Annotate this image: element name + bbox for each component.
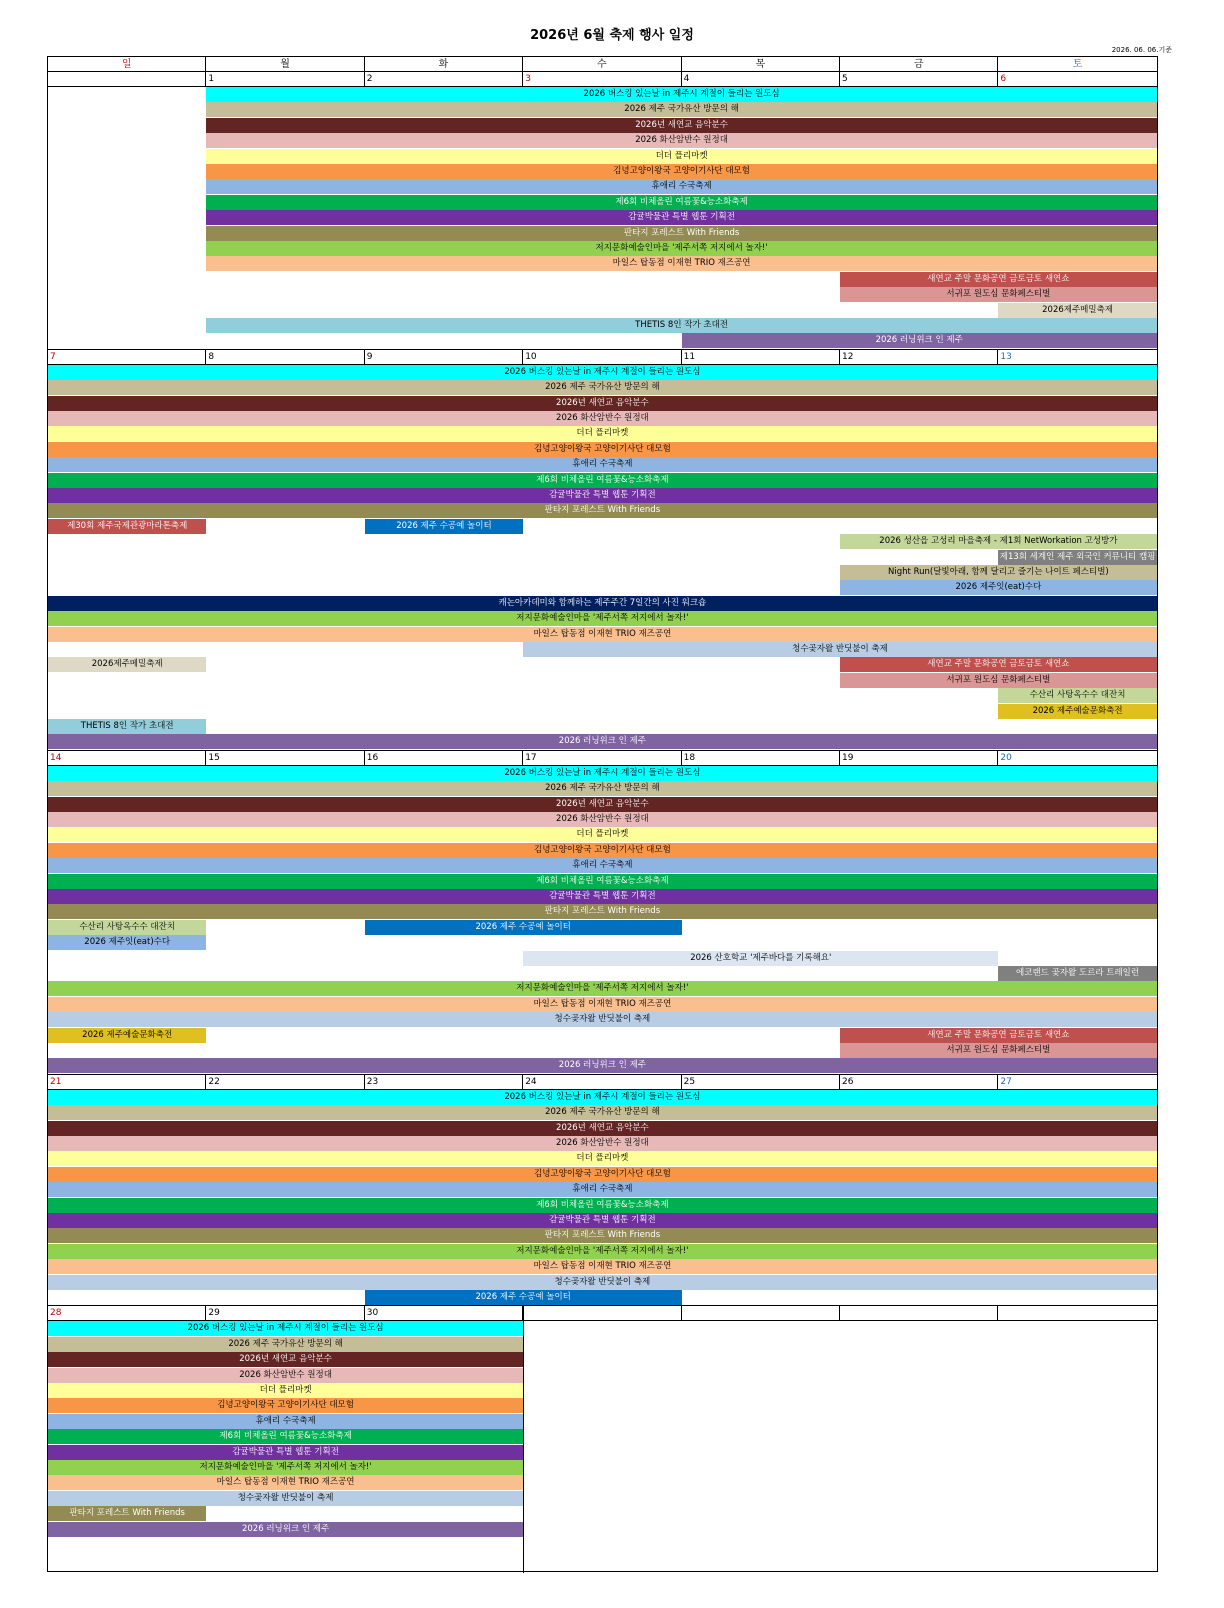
day-number-cell: 27 <box>998 1075 1156 1090</box>
event-bar[interactable]: 2026년 새연교 음악분수 <box>48 396 1157 411</box>
event-bar[interactable]: 2026 제주잇(eat)수다 <box>840 580 1157 595</box>
day-number-cell: 26 <box>840 1075 998 1090</box>
event-bar[interactable]: 수산리 사탕옥수수 대잔치 <box>998 688 1156 703</box>
event-bar[interactable]: 2026 화산암반수 원정대 <box>48 1368 523 1383</box>
event-bar[interactable]: 김녕고양이왕국 고양이기사단 대모험 <box>48 1398 523 1413</box>
event-bar[interactable]: 2026 제주 수공예 놀이터 <box>365 1290 682 1305</box>
page-title: 2026년 6월 축제 행사 일정 <box>530 28 694 43</box>
event-bar[interactable]: 서귀포 원도심 문화페스티벌 <box>840 287 1157 302</box>
event-bar[interactable]: 2026 제주잇(eat)수다 <box>48 935 206 950</box>
day-number-cell: 17 <box>523 751 681 766</box>
day-number-cell: 25 <box>682 1075 840 1090</box>
event-bar[interactable]: 감귤박물관 특별 웹툰 기획전 <box>48 889 1157 904</box>
event-bar[interactable]: 감귤박물관 특별 웹툰 기획전 <box>48 1445 523 1460</box>
event-bar[interactable]: 김녕고양이왕국 고양이기사단 대모험 <box>48 442 1157 457</box>
event-bar[interactable]: 에코랜드 곶자왈 도르라 트레일런 <box>998 966 1156 981</box>
day-number-cell: 8 <box>206 350 364 365</box>
weekday-header: 일 <box>48 57 206 72</box>
calendar-grid <box>47 56 1158 1572</box>
day-number-cell: 5 <box>840 72 998 87</box>
weekday-header: 토 <box>998 57 1156 72</box>
event-bar[interactable]: 휴애리 수국축제 <box>48 858 1157 873</box>
event-bar[interactable]: 2026 버스킹 있는날 in 제주시 계절이 들리는 원도심 <box>48 766 1157 781</box>
event-bar[interactable]: 김녕고양이왕국 고양이기사단 대모험 <box>206 164 1156 179</box>
day-number-cell: 13 <box>998 350 1156 365</box>
event-bar[interactable]: 저지문화예술인마을 '제주서쪽 저지에서 놀자!' <box>48 1244 1157 1259</box>
event-bar[interactable]: 2026제주메밀축제 <box>998 303 1156 318</box>
event-bar[interactable]: 감귤박물관 특별 웹툰 기획전 <box>48 488 1157 503</box>
event-bar[interactable]: 새연교 주말 문화공연 금토금토 새연쇼 <box>840 272 1157 287</box>
event-bar[interactable]: 제6회 비체올린 여름꽃&능소화축제 <box>206 195 1156 210</box>
event-bar[interactable]: 2026 제주 국가유산 방문의 해 <box>206 102 1156 117</box>
weekday-header: 금 <box>840 57 998 72</box>
day-number-cell: 30 <box>365 1306 523 1321</box>
day-number-cell: 21 <box>48 1075 206 1090</box>
day-number-cell: 29 <box>206 1306 364 1321</box>
event-bar[interactable]: 휴애리 수국축제 <box>48 1414 523 1429</box>
event-bar[interactable]: 서귀포 원도심 문화페스티벌 <box>840 673 1157 688</box>
event-bar[interactable]: 2026년 새연교 음악분수 <box>48 797 1157 812</box>
event-bar[interactable]: 더더 플리마켓 <box>206 149 1156 164</box>
event-bar[interactable]: 제30회 제주국제관광마라톤축제 <box>48 519 206 534</box>
day-number-cell: 7 <box>48 350 206 365</box>
day-number-cell: 23 <box>365 1075 523 1090</box>
day-number-cell: 16 <box>365 751 523 766</box>
day-number-cell: 22 <box>206 1075 364 1090</box>
event-bar[interactable]: 감귤박물관 특별 웹툰 기획전 <box>48 1213 1157 1228</box>
event-bar[interactable]: 2026 버스킹 있는날 in 제주시 계절이 들리는 원도심 <box>48 365 1157 380</box>
day-number-cell <box>682 1306 840 1321</box>
event-bar[interactable]: 2026 제주 국가유산 방문의 해 <box>48 1337 523 1352</box>
event-bar[interactable]: 2026년 새연교 음악분수 <box>48 1352 523 1367</box>
event-bar[interactable]: 마일스 탑동점 이재현 TRIO 재즈공연 <box>48 627 1157 642</box>
event-bar[interactable]: 2026 버스킹 있는날 in 제주시 계절이 들리는 원도심 <box>48 1090 1157 1105</box>
event-bar[interactable]: 더더 플리마켓 <box>48 426 1157 441</box>
day-number-cell: 10 <box>523 350 681 365</box>
event-bar[interactable]: 2026 화산암반수 원정대 <box>48 1136 1157 1151</box>
event-bar[interactable]: 제6회 비체올린 여름꽃&능소화축제 <box>48 874 1157 889</box>
event-bar[interactable]: 더더 플리마켓 <box>48 827 1157 842</box>
event-bar[interactable]: 2026 화산암반수 원정대 <box>206 133 1156 148</box>
event-bar[interactable]: 휴애리 수국축제 <box>206 179 1156 194</box>
event-bar[interactable]: 새연교 주말 문화공연 금토금토 새연쇼 <box>840 657 1157 672</box>
event-bar[interactable]: 2026 버스킹 있는날 in 제주시 계절이 들리는 원도심 <box>48 1321 523 1336</box>
event-bar[interactable]: 마일스 탑동점 이재현 TRIO 재즈공연 <box>206 256 1156 271</box>
event-bar[interactable]: 저지문화예술인마을 '제주서쪽 저지에서 놀자!' <box>48 981 1157 996</box>
event-bar[interactable]: THETIS 8인 작가 초대전 <box>206 318 1156 333</box>
day-number-cell: 14 <box>48 751 206 766</box>
event-bar[interactable]: 청수곶자왈 반딧불이 축제 <box>48 1012 1157 1027</box>
event-bar[interactable]: 2026제주메밀축제 <box>48 657 206 672</box>
event-bar[interactable]: 김녕고양이왕국 고양이기사단 대모험 <box>48 1167 1157 1182</box>
event-bar[interactable]: 2026년 새연교 음악분수 <box>206 118 1156 133</box>
day-number-cell: 15 <box>206 751 364 766</box>
day-number-cell: 9 <box>365 350 523 365</box>
event-bar[interactable]: 더더 플리마켓 <box>48 1383 523 1398</box>
weekday-header: 수 <box>523 57 681 72</box>
event-bar[interactable]: 2026 제주 수공예 놀이터 <box>365 920 682 935</box>
day-number-cell <box>998 1306 1156 1321</box>
event-bar[interactable]: 판타지 포레스트 With Friends <box>48 904 1157 919</box>
event-bar[interactable]: 제13회 세계인 제주 외국인 커뮤니티 캠핑 <box>998 550 1156 565</box>
day-number-cell <box>48 72 206 87</box>
event-bar[interactable]: 2026 러닝위크 인 제주 <box>48 1058 1157 1073</box>
event-bar[interactable]: 제6회 비체올린 여름꽃&능소화축제 <box>48 1429 523 1444</box>
event-bar[interactable]: 2026 제주예술문화축전 <box>48 1028 206 1043</box>
event-bar[interactable]: 2026 러닝위크 인 제주 <box>48 734 1157 749</box>
event-bar[interactable]: 2026년 새연교 음악분수 <box>48 1121 1157 1136</box>
day-number-cell: 4 <box>682 72 840 87</box>
event-bar[interactable]: 휴애리 수국축제 <box>48 1182 1157 1197</box>
event-bar[interactable]: 청수곶자왈 반딧불이 축제 <box>48 1275 1157 1290</box>
event-bar[interactable]: 2026 러닝위크 인 제주 <box>48 1522 523 1537</box>
event-bar[interactable]: 캐논아카데미와 함께하는 제주주간 7일간의 사진 워크숍 <box>48 596 1157 611</box>
day-number-cell: 11 <box>682 350 840 365</box>
day-number-cell: 2 <box>365 72 523 87</box>
event-bar[interactable]: 마일스 탑동점 이재현 TRIO 재즈공연 <box>48 1259 1157 1274</box>
event-bar[interactable]: 청수곶자왈 반딧불이 축제 <box>523 642 1157 657</box>
event-bar[interactable]: 판타지 포레스트 With Friends <box>48 1228 1157 1243</box>
event-bar[interactable]: 새연교 주말 문화공연 금토금토 새연쇼 <box>840 1028 1157 1043</box>
event-bar[interactable]: 마일스 탑동점 이재현 TRIO 재즈공연 <box>48 997 1157 1012</box>
day-number-cell: 24 <box>523 1075 681 1090</box>
event-bar[interactable]: 판타지 포레스트 With Friends <box>206 226 1156 241</box>
day-number-cell <box>840 1306 998 1321</box>
day-number-cell: 20 <box>998 751 1156 766</box>
event-bar[interactable]: 서귀포 원도심 문화페스티벌 <box>840 1043 1157 1058</box>
event-bar[interactable]: 저지문화예술인마을 '제주서쪽 저지에서 놀자!' <box>48 611 1157 626</box>
event-bar[interactable]: 2026 화산암반수 원정대 <box>48 411 1157 426</box>
event-bar[interactable]: 마일스 탑동점 이재현 TRIO 재즈공연 <box>48 1475 523 1490</box>
event-bar[interactable]: THETIS 8인 작가 초대전 <box>48 719 206 734</box>
weekday-header: 월 <box>206 57 364 72</box>
day-number-cell <box>523 1306 681 1321</box>
event-bar[interactable]: 2026 화산암반수 원정대 <box>48 812 1157 827</box>
event-bar[interactable]: 제6회 비체올린 여름꽃&능소화축제 <box>48 473 1157 488</box>
day-number-cell: 1 <box>206 72 364 87</box>
event-bar[interactable]: 수산리 사탕옥수수 대잔치 <box>48 920 206 935</box>
event-bar[interactable]: 제6회 비체올린 여름꽃&능소화축제 <box>48 1198 1157 1213</box>
event-bar[interactable]: 판타지 포레스트 With Friends <box>48 1506 206 1521</box>
weekday-header: 목 <box>682 57 840 72</box>
month-end-divider <box>523 1306 524 1573</box>
weekday-header: 화 <box>365 57 523 72</box>
event-bar[interactable]: 청수곶자왈 반딧불이 축제 <box>48 1491 523 1506</box>
event-bar[interactable]: 판타지 포레스트 With Friends <box>48 503 1157 518</box>
day-number-cell: 3 <box>523 72 681 87</box>
day-number-cell: 12 <box>840 350 998 365</box>
event-bar[interactable]: 저지문화예술인마을 '제주서쪽 저지에서 놀자!' <box>206 241 1156 256</box>
event-bar[interactable]: Night Run(달빛아래, 함께 달리고 즐기는 나이트 페스티벌) <box>840 565 1157 580</box>
event-bar[interactable]: 김녕고양이왕국 고양이기사단 대모험 <box>48 843 1157 858</box>
event-bar[interactable]: 더더 플리마켓 <box>48 1151 1157 1166</box>
day-number-cell: 19 <box>840 751 998 766</box>
as-of-date: 2026. 06. 06.기준 <box>1111 46 1172 54</box>
day-number-cell: 18 <box>682 751 840 766</box>
event-bar[interactable]: 2026 버스킹 있는날 in 제주시 계절이 들리는 원도심 <box>206 87 1156 102</box>
event-bar[interactable]: 감귤박물관 특별 웹툰 기획전 <box>206 210 1156 225</box>
event-bar[interactable]: 2026 러닝위크 인 제주 <box>682 333 1157 348</box>
event-bar[interactable]: 2026 제주 국가유산 방문의 해 <box>48 781 1157 796</box>
event-bar[interactable]: 저지문화예술인마을 '제주서쪽 저지에서 놀자!' <box>48 1460 523 1475</box>
day-number-cell: 28 <box>48 1306 206 1321</box>
event-bar[interactable]: 휴애리 수국축제 <box>48 457 1157 472</box>
day-number-cell: 6 <box>998 72 1156 87</box>
event-bar[interactable]: 2026 제주예술문화축전 <box>998 704 1156 719</box>
event-bar[interactable]: 2026 산호학교 '제주바다를 기록해요' <box>523 951 998 966</box>
event-bar[interactable]: 2026 성산읍 고성리 마을축제 - 제1회 NetWorkation 고성방가 <box>840 534 1157 549</box>
event-bar[interactable]: 2026 제주 국가유산 방문의 해 <box>48 380 1157 395</box>
event-bar[interactable]: 2026 제주 수공예 놀이터 <box>365 519 523 534</box>
event-bar[interactable]: 2026 제주 국가유산 방문의 해 <box>48 1105 1157 1120</box>
